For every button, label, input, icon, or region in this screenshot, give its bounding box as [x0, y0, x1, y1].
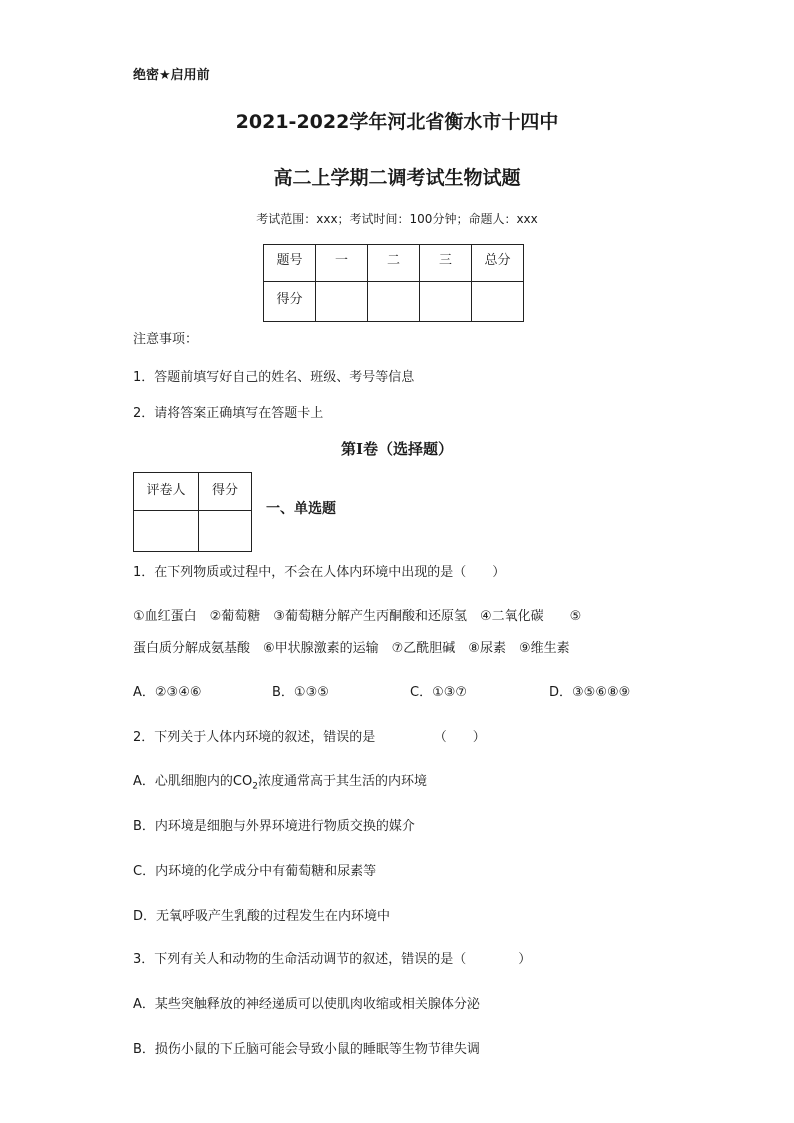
question-list-line: ①血红蛋白 ②葡萄糖 ③葡萄糖分解产生丙酮酸和还原氢 ④二氧化碳 ⑤: [133, 609, 582, 624]
score-empty-cell[interactable]: [368, 282, 420, 322]
option-b: B．内环境是细胞与外界环境进行物质交换的媒介: [133, 819, 415, 834]
option-c: C．内环境的化学成分中有葡萄糖和尿素等: [133, 864, 377, 879]
exam-title-line2: 高二上学期二调考试生物试题: [273, 167, 521, 189]
question-stem: 3．下列有关人和动物的生命活动调节的叙述，错误的是（ ）: [133, 952, 532, 967]
option-a-text-rest: 浓度通常高于其生活的内环境: [257, 774, 427, 789]
note-item: 2．请将答案正确填写在答题卡上: [133, 406, 324, 421]
grader-empty-cell[interactable]: [199, 511, 252, 552]
option-b: B．①③⑤: [272, 685, 329, 700]
score-row-label: 得分: [264, 282, 316, 322]
question-stem: 2．下列关于人体内环境的叙述，错误的是 （ ）: [133, 730, 486, 745]
grader-header-cell: 得分: [199, 473, 252, 511]
question-stem: 1．在下列物质或过程中，不会在人体内环境中出现的是（ ）: [133, 565, 506, 580]
question-list-line: 蛋白质分解成氨基酸 ⑥甲状腺激素的运输 ⑦乙酰胆碱 ⑧尿素 ⑨维生素: [133, 641, 570, 656]
confidential-label: 绝密★启用前: [133, 68, 210, 83]
notes-heading: 注意事项：: [133, 332, 199, 347]
note-item: 1．答题前填写好自己的姓名、班级、考号等信息: [133, 370, 415, 385]
score-empty-cell[interactable]: [316, 282, 368, 322]
score-header-cell: 一: [316, 245, 368, 282]
score-table: [263, 244, 524, 322]
option-d: D．无氧呼吸产生乳酸的过程发生在内环境中: [133, 909, 391, 924]
option-d: D．③⑤⑥⑧⑨: [549, 685, 631, 700]
score-empty-cell[interactable]: [472, 282, 524, 322]
score-header-cell: 二: [368, 245, 420, 282]
option-a: A．②③④⑥: [133, 685, 202, 700]
option-a-text: A．心肌细胞内的CO: [133, 774, 253, 789]
option-a: A．某些突触释放的神经递质可以使肌肉收缩或相关腺体分泌: [133, 997, 480, 1012]
score-header-cell: 题号: [264, 245, 316, 282]
grader-empty-cell[interactable]: [134, 511, 199, 552]
exam-title-line1: 2021-2022学年河北省衡水市十四中: [235, 111, 559, 133]
score-empty-cell[interactable]: [420, 282, 472, 322]
option-c: C．①③⑦: [410, 685, 468, 700]
grader-table: [133, 472, 252, 552]
score-header-cell: 总分: [472, 245, 524, 282]
section-title: 第I卷（选择题）: [340, 440, 454, 458]
subscript: 2: [252, 781, 258, 792]
grader-header-cell: 评卷人: [134, 473, 199, 511]
part-title: 一、单选题: [266, 501, 336, 517]
option-b: B．损伤小鼠的下丘脑可能会导致小鼠的睡眠等生物节律失调: [133, 1042, 480, 1057]
option-a: [133, 770, 427, 792]
exam-meta: 考试范围：xxx；考试时间：100分钟；命题人：xxx: [256, 212, 538, 226]
score-header-cell: 三: [420, 245, 472, 282]
